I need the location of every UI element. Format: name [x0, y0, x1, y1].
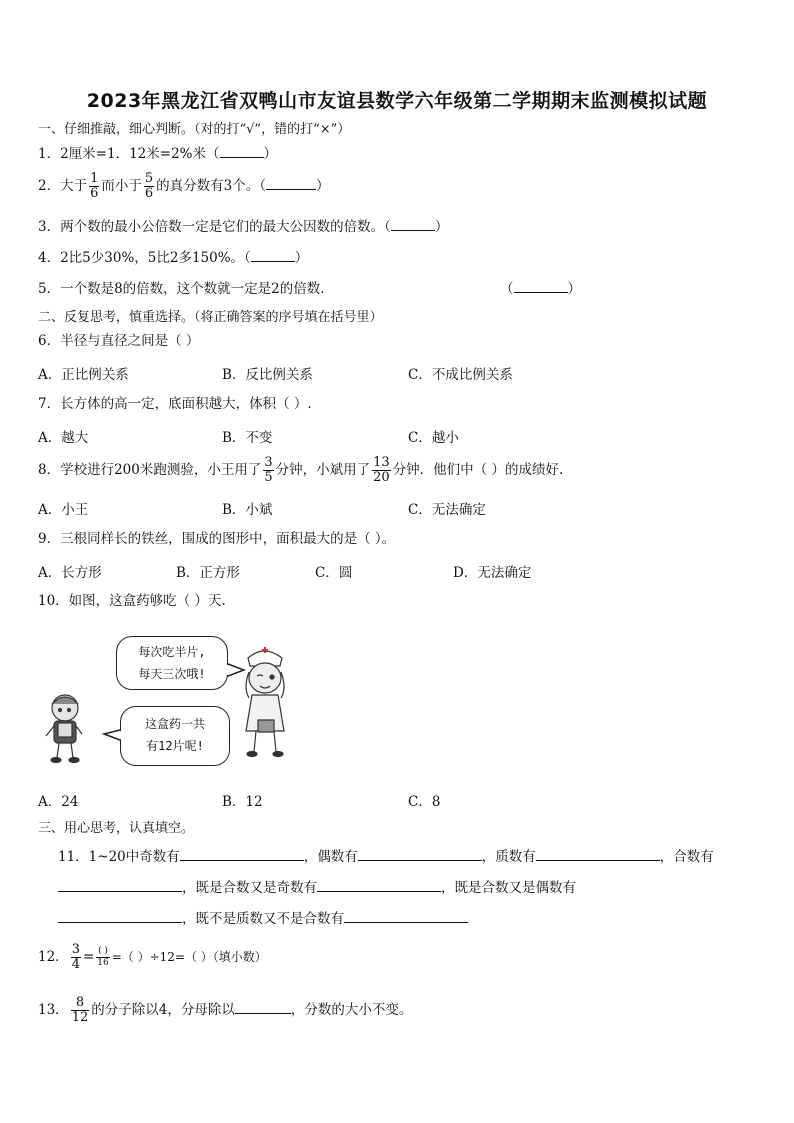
q7-option-a[interactable]: A．越大: [38, 430, 89, 446]
q8-option-a[interactable]: A．小王: [38, 502, 89, 518]
q9-option-c[interactable]: C．圆: [315, 565, 353, 581]
bubble-nurse-line-1: 每次吃半片,: [138, 645, 206, 659]
q8-option-b[interactable]: B．小斌: [222, 502, 273, 518]
question-2-post: 的真分数有3个。（: [156, 178, 266, 194]
question-1-text: 1．2厘米=1．12米=2%米（: [38, 146, 220, 162]
q9-option-d[interactable]: D．无法确定: [453, 565, 532, 581]
question-1: [38, 145, 277, 163]
question-11-line-2: [58, 879, 576, 897]
question-13: [38, 996, 412, 1025]
fraction-blank-16[interactable]: $\frac{( )}{16}$: [97, 946, 109, 968]
answer-blank-neither[interactable]: [344, 910, 468, 923]
nurse-bubble-tail-cover: [226, 665, 229, 675]
question-9: 9．三根同样长的铁丝，围成的图形中，面积最大的是（ ）。: [38, 531, 396, 547]
question-13-text-1: 的分子除以4，分母除以: [91, 1002, 235, 1018]
answer-blank-composite[interactable]: [58, 879, 182, 892]
question-4-text: 4．2比5少30%，5比2多150%。（: [38, 250, 251, 266]
answer-blank-prime[interactable]: [536, 848, 660, 861]
answer-blank-2[interactable]: [266, 177, 316, 190]
question-3: [38, 218, 448, 236]
question-10: 10．如图，这盒药够吃（ ）天.: [38, 593, 226, 609]
nurse-bubble-tail: [228, 664, 244, 676]
page-title: 2023年黑龙江省双鸭山市友谊县数学六年级第二学期期末监测模拟试题: [86, 90, 708, 112]
answer-blank-4[interactable]: [251, 249, 295, 262]
question-12-number: 12．: [38, 949, 69, 965]
q11-label-prime: ，质数有: [481, 849, 536, 865]
medicine-illustration: [40, 620, 300, 780]
q10-option-b[interactable]: B．12: [222, 794, 263, 810]
answer-blank-5[interactable]: [514, 280, 568, 293]
question-8-post: 分钟．他们中（ ）的成绩好.: [392, 462, 564, 478]
fraction-5-6: $\frac{5}{6}$: [144, 171, 154, 201]
question-8-pre: 8．学校进行200米跑测验，小王用了: [38, 462, 262, 478]
section-2-header: 二、反复思考，慎重选择。（将正确答案的序号填在括号里）: [38, 310, 383, 325]
q8-option-c[interactable]: C．无法确定: [408, 502, 486, 518]
q9-option-a[interactable]: A．长方形: [38, 565, 102, 581]
fraction-3-4: $\frac{3}{4}$: [71, 942, 80, 972]
q10-option-a[interactable]: A．24: [38, 794, 79, 810]
fraction-8-12: $\frac{8}{12}$: [71, 995, 89, 1025]
question-13-number: 13．: [38, 1002, 69, 1018]
question-3-close: ）: [434, 219, 449, 235]
question-12: [38, 943, 267, 972]
q10-option-c[interactable]: C．8: [408, 794, 441, 810]
question-4-close: ）: [294, 250, 309, 266]
nurse-figure-icon: [246, 647, 284, 757]
question-5-answer: [500, 280, 581, 298]
question-13-text-2: ，分数的大小不变。: [290, 1002, 413, 1018]
question-1-close: ）: [263, 146, 277, 162]
answer-blank-13[interactable]: [235, 1001, 291, 1014]
child-bubble-tail: [104, 730, 120, 740]
question-7: 7．长方体的高一定，底面积越大，体积（ ）.: [38, 396, 312, 412]
question-5: 5．一个数是8的倍数，这个数就一定是2的倍数．: [38, 281, 334, 297]
q11-label-odd-composite: ，既是合数又是奇数有: [182, 880, 317, 896]
fraction-1-6: $\frac{1}{6}$: [90, 171, 99, 201]
question-12-equals: =: [82, 949, 95, 965]
q9-option-b[interactable]: B．正方形: [176, 565, 240, 581]
child-figure-icon: [46, 695, 82, 763]
question-6: 6．半径与直径之间是（ ）: [38, 333, 200, 349]
question-5-close: ）: [567, 281, 581, 297]
question-8-mid: 分钟，小斌用了: [275, 462, 371, 478]
section-1-header: 一、仔细推敲，细心判断。（对的打“√”，错的打“×”）: [38, 122, 351, 137]
answer-blank-odd[interactable]: [180, 848, 304, 861]
bubble-nurse-line-2: 每天三次哦!: [138, 667, 206, 681]
question-12-rest: =（ ）÷12=（ ）（填小数）: [111, 950, 267, 964]
bubble-child-line-2: 有12片呢!: [146, 739, 204, 753]
q11-label-even: ，偶数有: [303, 849, 358, 865]
child-bubble-tail-cover: [119, 731, 122, 739]
bubble-child-line-1: 这盒药一共: [144, 717, 205, 731]
answer-blank-1[interactable]: [220, 145, 264, 158]
q7-option-c[interactable]: C．越小: [408, 430, 459, 446]
question-3-text: 3．两个数的最小公倍数一定是它们的最大公因数的倍数。（: [38, 219, 391, 235]
section-3-header: 三、用心思考，认真填空。: [38, 821, 195, 836]
fraction-3-5: $\frac{3}{5}$: [264, 455, 273, 485]
q7-option-b[interactable]: B．不变: [222, 430, 273, 446]
q11-label-odd: 11．1~20中奇数有: [58, 849, 180, 865]
answer-blank-odd-composite[interactable]: [317, 879, 441, 892]
question-2: [38, 172, 330, 201]
question-2-close: ）: [316, 178, 330, 194]
question-11-line-3: [58, 910, 468, 928]
question-5-open: （: [500, 281, 514, 297]
answer-blank-even[interactable]: [358, 848, 482, 861]
answer-blank-even-composite[interactable]: [58, 910, 182, 923]
question-8: [38, 456, 563, 485]
q11-label-neither: ，既不是质数又不是合数有: [182, 911, 344, 927]
fraction-13-20: $\frac{13}{20}$: [373, 455, 390, 485]
q11-label-composite: ，合数有: [659, 849, 714, 865]
question-11-line-1: [58, 848, 714, 866]
question-2-mid: 而小于: [101, 178, 142, 194]
q11-label-even-composite: ，既是合数又是偶数有: [441, 880, 576, 896]
q6-option-b[interactable]: B．反比例关系: [222, 367, 313, 383]
answer-blank-3[interactable]: [391, 218, 435, 231]
question-4: [38, 249, 308, 267]
q6-option-c[interactable]: C．不成比例关系: [408, 367, 513, 383]
q6-option-a[interactable]: A．正比例关系: [38, 367, 129, 383]
question-2-pre: 2．大于: [38, 178, 88, 194]
